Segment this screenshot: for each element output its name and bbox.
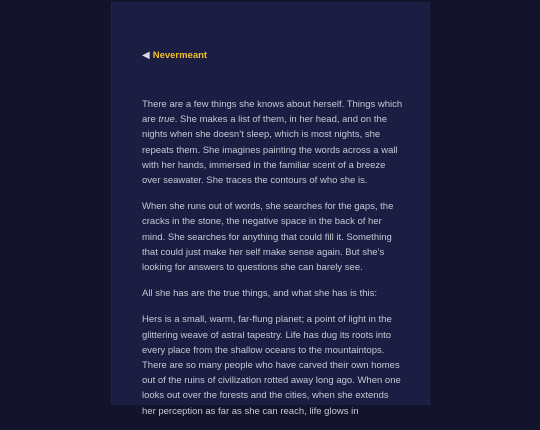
story-paragraph-1: [142, 97, 404, 188]
back-link[interactable]: [142, 50, 207, 61]
story-body: [142, 97, 404, 430]
left-triangle-icon: ◀: [142, 49, 150, 61]
paragraph-1-rest: . She makes a list of them, in her head, and on the nights when she doesn’t sleep, which is most nights, she repeats them. She imagines painting the words across a wall with her hands, immersed in the familiar scent of a breeze over seawater. She traces the contours of who she is.: [142, 114, 398, 187]
story-paragraph-2: When she runs out of words, she searches for the gaps, the cracks in the stone, the negative space in the back of her mind. She searches for anything that could fill it. Something that could just make her self make sense again. But she’s looking for answers to questions she can barely see.: [142, 201, 394, 274]
story-paragraph-3: All she has are the true things, and what she has is this:: [142, 288, 377, 300]
story-paragraph-4: Hers is a small, warm, far-flung planet; a point of light in the glittering weave of astral tapestry. Life has dug its roots into every place from the shallow oceans to the mountaintops. There are so many people who have carved their own homes out of the ruins of civilization rotted away long ago. When one looks out over the forests and the cities, when she extends her perception as far as she can reach, life glows in: [142, 314, 401, 417]
paragraph-1-start: There are a few things she knows about herself. Things which are: [142, 99, 403, 126]
content-column: [111, 2, 430, 417]
emphasis-true: true: [158, 114, 175, 126]
back-link-label: Nevermeant: [152, 50, 208, 61]
